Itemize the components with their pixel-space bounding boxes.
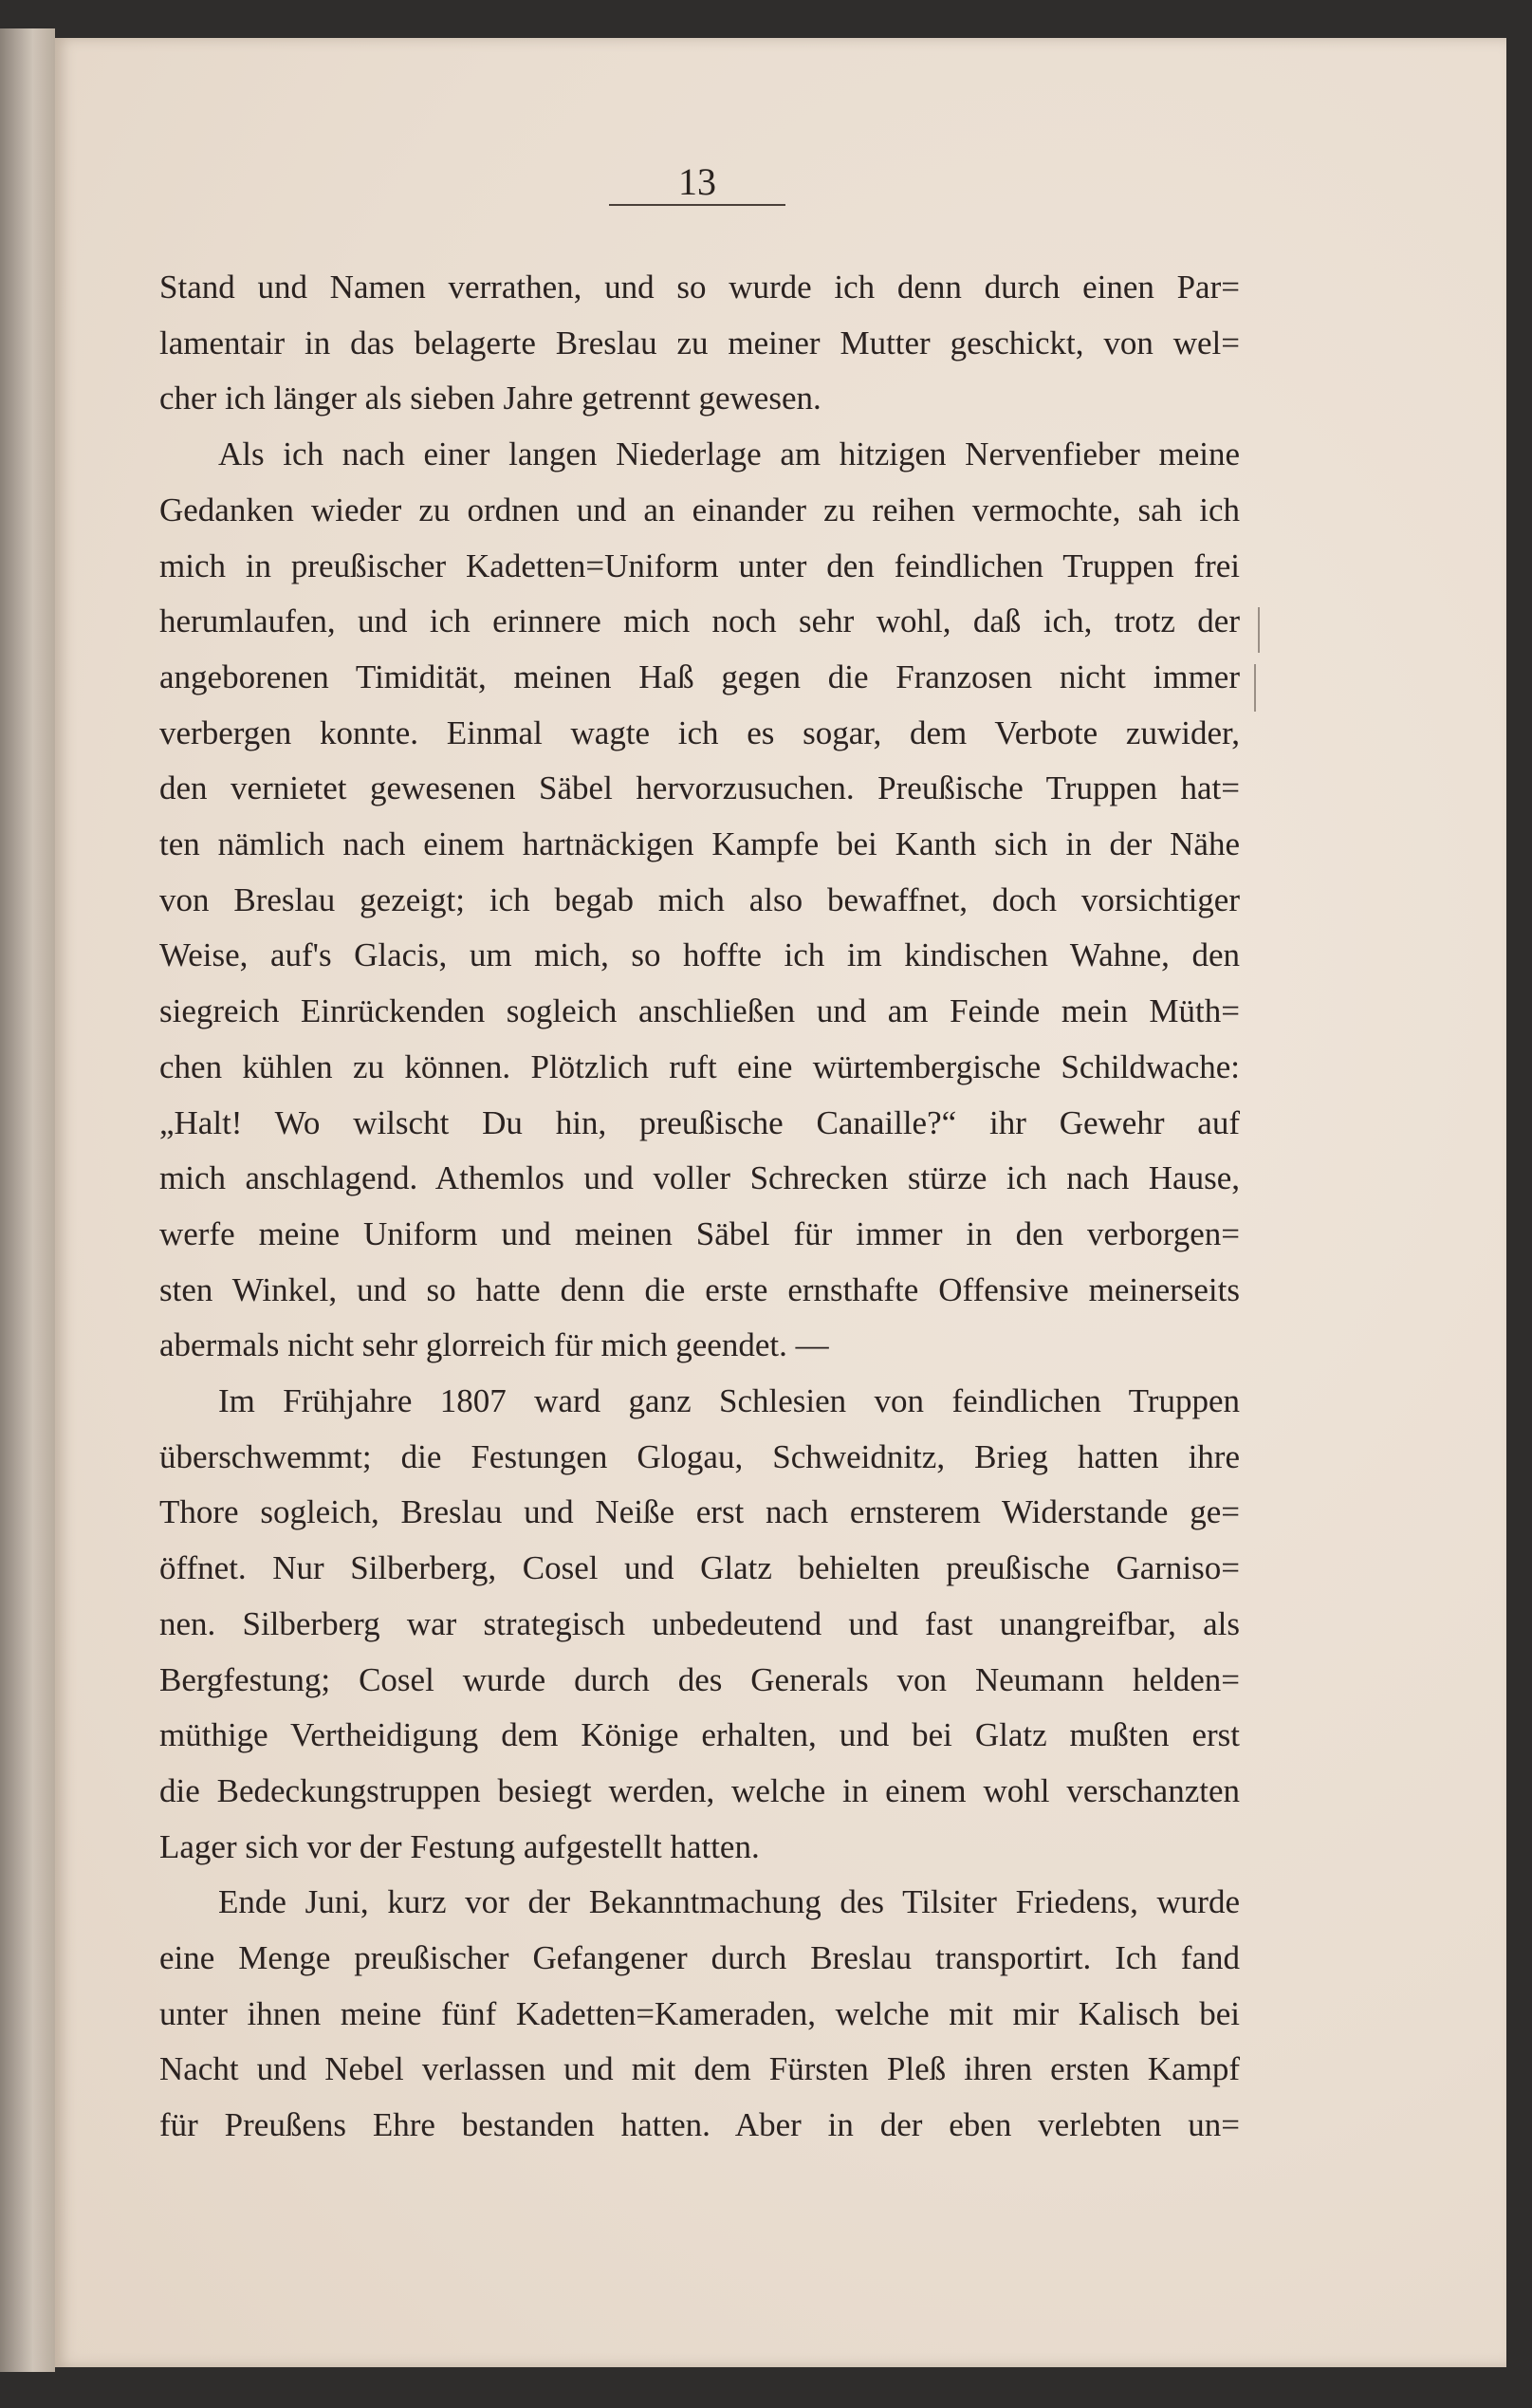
text-line: von Breslau gezeigt; ich begab mich also bewaffnet, doch vorsichtiger (159, 880, 1240, 918)
text-line: Nacht und Nebel verlassen und mit dem Fürsten Pleß ihren ersten Kampf (159, 2050, 1240, 2088)
text-line: mich in preußischer Kadetten=Uniform unter den feindlichen Truppen frei (159, 546, 1240, 584)
text-line: Lager sich vor der Festung aufgestellt hatten. (159, 1827, 760, 1865)
text-line: abermals nicht sehr glorreich für mich geendet. — (159, 1326, 829, 1364)
text-line: Als ich nach einer langen Niederlage am hitzigen Nervenfieber meine (218, 435, 1240, 473)
text-line: Bergfestung; Cosel wurde durch des Generals von Neumann helden= (159, 1660, 1240, 1698)
text-line: angeborenen Timidität, meinen Haß gegen die Franzosen nicht immer (159, 658, 1240, 695)
text-line: öffnet. Nur Silberberg, Cosel und Glatz behielten preußische Garniso= (159, 1549, 1240, 1587)
text-line: cher ich länger als sieben Jahre getrennt gewesen. (159, 380, 821, 417)
text-line: siegreich Einrückenden sogleich anschließen und am Feinde mein Müth= (159, 992, 1240, 1030)
text-line: lamentair in das belagerte Breslau zu meiner Mutter geschickt, von wel= (159, 324, 1240, 361)
margin-mark (1258, 607, 1260, 653)
text-line: „Halt! Wo wilscht Du hin, preußische Canaille?“ ihr Gewehr auf (159, 1103, 1240, 1141)
text-line: müthige Vertheidigung dem Könige erhalten, und bei Glatz mußten erst (159, 1716, 1240, 1754)
text-line: herumlaufen, und ich erinnere mich noch sehr wohl, daß ich, trotz der (159, 602, 1240, 640)
header-rule (609, 204, 785, 206)
text-line: Gedanken wieder zu ordnen und an einander zu reihen vermochte, sah ich (159, 491, 1240, 528)
text-line: eine Menge preußischer Gefangener durch Breslau transportirt. Ich fand (159, 1939, 1240, 1976)
text-line: chen kühlen zu können. Plötzlich ruft eine würtembergische Schildwache: (159, 1047, 1240, 1085)
text-line: überschwemmt; die Festungen Glogau, Schweidnitz, Brieg hatten ihre (159, 1437, 1240, 1475)
margin-mark (1254, 664, 1256, 712)
text-line: Stand und Namen verrathen, und so wurde ich denn durch einen Par= (159, 269, 1240, 306)
text-line: sten Winkel, und so hatte denn die erste ernsthafte Offensive meinerseits (159, 1270, 1240, 1308)
text-line: den vernietet gewesenen Säbel hervorzusuchen. Preußische Truppen hat= (159, 769, 1240, 807)
text-line: Ende Juni, kurz vor der Bekanntmachung des Tilsiter Friedens, wurde (218, 1883, 1240, 1921)
text-line: Im Frühjahre 1807 ward ganz Schlesien von feindlichen Truppen (218, 1382, 1240, 1419)
text-line: unter ihnen meine fünf Kadetten=Kameraden, welche mit mir Kalisch bei (159, 1994, 1240, 2032)
text-line: ten nämlich nach einem hartnäckigen Kampfe bei Kanth sich in der Nähe (159, 825, 1240, 862)
text-line: für Preußens Ehre bestanden hatten. Aber in der eben verlebten un= (159, 2106, 1240, 2144)
text-line: nen. Silberberg war strategisch unbedeutend und fast unangreifbar, als (159, 1604, 1240, 1642)
page-number: 13 (678, 160, 716, 203)
text-line: Thore sogleich, Breslau und Neiße erst nach ernsterem Widerstande ge= (159, 1493, 1240, 1531)
text-line: mich anschlagend. Athemlos und voller Schrecken stürze ich nach Hause, (159, 1159, 1240, 1197)
previous-page-edge (0, 28, 55, 2372)
text-line: Weise, auf's Glacis, um mich, so hoffte ich im kindischen Wahne, den (159, 936, 1240, 974)
text-line: werfe meine Uniform und meinen Säbel für immer in den verborgen= (159, 1214, 1240, 1252)
text-line: verbergen konnte. Einmal wagte ich es sogar, dem Verbote zuwider, (159, 713, 1240, 751)
text-line: die Bedeckungstruppen besiegt werden, welche in einem wohl verschanzten (159, 1771, 1240, 1809)
